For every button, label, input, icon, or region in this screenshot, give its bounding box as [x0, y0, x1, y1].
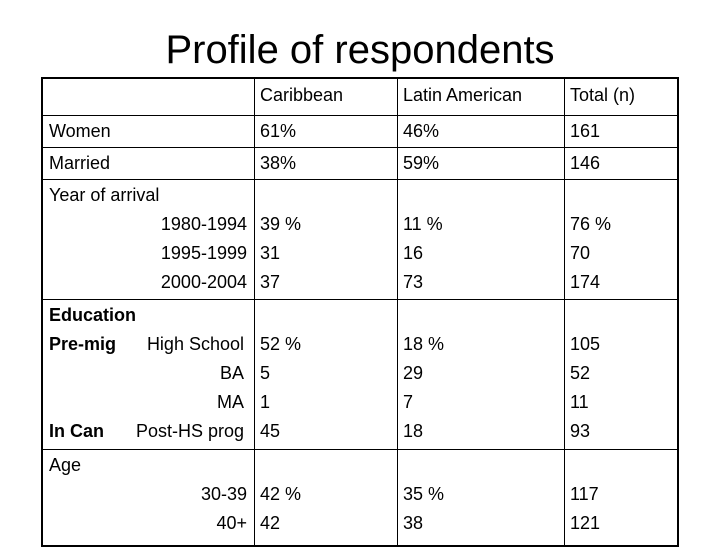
cell-arrival-latin: 11 %	[403, 214, 443, 234]
cell-education-caribbean: 1	[260, 392, 271, 412]
page-title: Profile of respondents	[165, 28, 555, 72]
cell-education-total: 11	[570, 392, 589, 412]
cell-women-total: 161	[570, 121, 601, 141]
cell-arrival-caribbean: 37	[260, 272, 281, 292]
cell-married-total: 146	[570, 153, 601, 173]
row-divider	[43, 299, 677, 300]
education-prefix-pre-mig: Pre-mig	[49, 334, 117, 354]
row-label-education: High School	[146, 334, 244, 354]
cell-education-total: 93	[570, 421, 591, 441]
cell-education-caribbean: 5	[260, 363, 271, 383]
row-label-education: MA	[217, 392, 244, 412]
cell-education-caribbean: 52 %	[260, 334, 302, 354]
cell-arrival-total: 76 %	[570, 214, 612, 234]
cell-women-latin: 46%	[403, 121, 440, 141]
column-divider	[564, 79, 565, 545]
cell-age-caribbean: 42 %	[260, 484, 302, 504]
row-label-education: BA	[219, 363, 244, 383]
cell-arrival-latin: 16	[403, 243, 424, 263]
cell-education-caribbean: 45	[260, 421, 281, 441]
row-label-married: Married	[49, 153, 111, 173]
section-label-education: Education	[49, 305, 137, 325]
header-total: Total (n)	[570, 85, 636, 105]
row-label-women: Women	[49, 121, 111, 141]
cell-married-latin: 59%	[403, 153, 440, 173]
row-label-education: Post-HS prog	[135, 421, 244, 441]
cell-arrival-total: 70	[570, 243, 591, 263]
cell-arrival-latin: 73	[403, 272, 424, 292]
header-caribbean: Caribbean	[260, 85, 344, 105]
cell-married-caribbean: 38%	[260, 153, 297, 173]
cell-arrival-caribbean: 31	[260, 243, 281, 263]
respondents-table	[41, 77, 679, 547]
row-divider	[43, 115, 677, 116]
cell-women-caribbean: 61%	[260, 121, 297, 141]
row-label-arrival: 2000-2004	[160, 272, 247, 292]
row-label-arrival: 1980-1994	[160, 214, 247, 234]
cell-arrival-total: 174	[570, 272, 601, 292]
column-divider	[254, 79, 255, 545]
cell-education-latin: 29	[403, 363, 424, 383]
row-label-arrival: 1995-1999	[160, 243, 247, 263]
cell-age-latin: 35 %	[403, 484, 445, 504]
cell-arrival-caribbean: 39 %	[260, 214, 302, 234]
cell-age-total: 121	[570, 513, 601, 533]
cell-age-latin: 38	[403, 513, 424, 533]
row-label-age: 40+	[216, 513, 247, 533]
cell-education-total: 105	[570, 334, 601, 354]
cell-age-total: 117	[570, 484, 599, 504]
section-label-age: Age	[49, 455, 82, 475]
cell-age-caribbean: 42	[260, 513, 281, 533]
header-latin-american: Latin American	[403, 85, 523, 105]
row-divider	[43, 147, 677, 148]
section-label-year-of-arrival: Year of arrival	[49, 185, 160, 205]
column-divider	[397, 79, 398, 545]
cell-education-latin: 7	[403, 392, 414, 412]
cell-education-latin: 18	[403, 421, 424, 441]
education-prefix-in-can: In Can	[49, 421, 105, 441]
cell-education-latin: 18 %	[403, 334, 445, 354]
row-label-age: 30-39	[200, 484, 247, 504]
row-divider	[43, 179, 677, 180]
cell-education-total: 52	[570, 363, 591, 383]
row-divider	[43, 449, 677, 450]
